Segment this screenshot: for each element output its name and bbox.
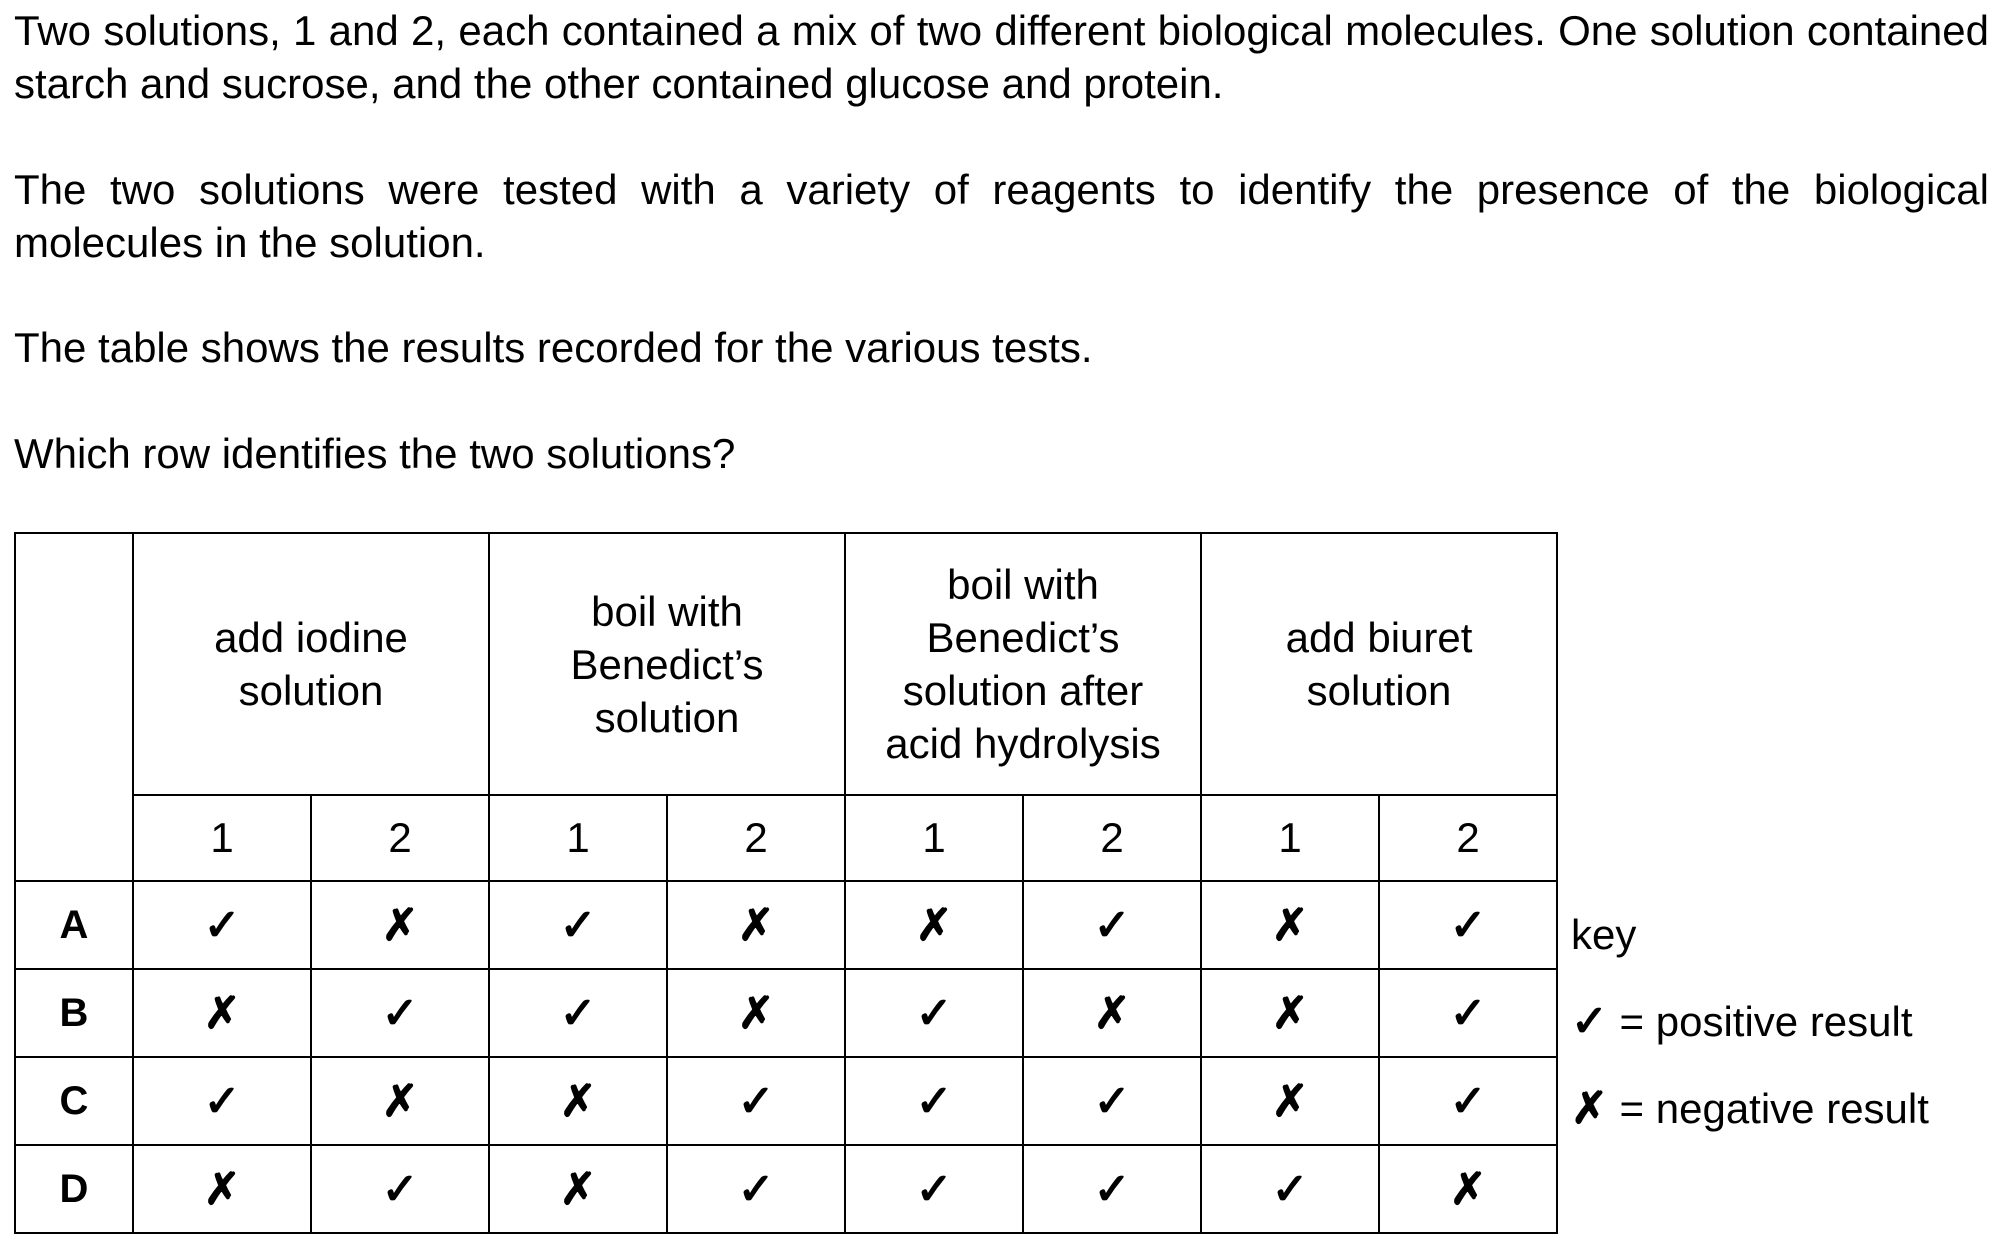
solution-number: 2: [1023, 795, 1201, 881]
table-row-b: [15, 969, 1557, 1057]
header-iodine: [133, 533, 489, 795]
solution-number: 2: [667, 795, 845, 881]
result-mark: ✗: [845, 881, 1023, 969]
table-row-d: [15, 1145, 1557, 1233]
row-letter: B: [15, 969, 133, 1057]
result-mark: ✓: [845, 1057, 1023, 1145]
result-mark: ✓: [1201, 1145, 1379, 1233]
header-benedicts: [489, 533, 845, 795]
question-paragraph-1: Two solutions, 1 and 2, each contained a mix of two different biological molecules. One solution contained starch and sucrose, and the other contained glucose and protein.: [14, 7, 1989, 107]
solution-number: 2: [1379, 795, 1557, 881]
key-title: key: [1571, 911, 1637, 958]
results-table: [14, 532, 1558, 1234]
result-mark: ✓: [489, 969, 667, 1057]
row-letter: D: [15, 1145, 133, 1233]
result-mark: ✓: [311, 1145, 489, 1233]
question-paragraph-3: The table shows the results recorded for the various tests.: [14, 324, 1093, 371]
corner-cell: [15, 533, 133, 881]
result-mark: ✗: [667, 881, 845, 969]
result-mark: ✓: [1023, 1145, 1201, 1233]
result-mark: ✗: [489, 1145, 667, 1233]
result-mark: ✗: [133, 1145, 311, 1233]
solution-number: 2: [311, 795, 489, 881]
result-mark: ✓: [1023, 881, 1201, 969]
result-mark: ✓: [845, 1145, 1023, 1233]
row-letter: A: [15, 881, 133, 969]
result-mark: ✗: [489, 1057, 667, 1145]
result-mark: ✓: [1379, 969, 1557, 1057]
result-mark: ✓: [667, 1057, 845, 1145]
result-mark: ✗: [1379, 1145, 1557, 1233]
check-icon: ✓: [1571, 997, 1608, 1046]
header-benedicts-hydrolysis-label: boil with Benedict’s solution after acid hydrolysis: [885, 561, 1161, 767]
key-positive-label: = positive result: [1607, 998, 1913, 1045]
solution-number: 1: [1201, 795, 1379, 881]
question-prompt: Which row identifies the two solutions?: [14, 430, 736, 477]
table-row-a: [15, 881, 1557, 969]
table-row-c: [15, 1057, 1557, 1145]
result-mark: ✓: [845, 969, 1023, 1057]
header-iodine-label: add iodine solution: [214, 614, 408, 714]
result-mark: ✗: [1201, 881, 1379, 969]
result-mark: ✗: [133, 969, 311, 1057]
result-mark: ✓: [1379, 881, 1557, 969]
result-mark: ✓: [1379, 1057, 1557, 1145]
result-mark: ✗: [311, 1057, 489, 1145]
header-benedicts-label: boil with Benedict’s solution: [570, 587, 764, 741]
result-mark: ✗: [1023, 969, 1201, 1057]
test-header-row: [15, 533, 1557, 795]
header-biuret-label: add biuret solution: [1285, 614, 1473, 714]
result-mark: ✓: [1023, 1057, 1201, 1145]
row-letter: C: [15, 1057, 133, 1145]
result-mark: ✓: [133, 881, 311, 969]
solution-number: 1: [489, 795, 667, 881]
solution-number: 1: [133, 795, 311, 881]
result-mark: ✗: [667, 969, 845, 1057]
question-paragraph-2: The two solutions were tested with a variety of reagents to identify the presence of the biological molecules in the solution.: [14, 166, 1989, 266]
solution-number-row: [15, 795, 1557, 881]
key-negative-label: = negative result: [1607, 1085, 1929, 1132]
result-mark: ✓: [667, 1145, 845, 1233]
header-biuret: [1201, 533, 1557, 795]
result-mark: ✗: [311, 881, 489, 969]
key-negative: [1571, 1084, 1929, 1134]
cross-icon: ✗: [1571, 1084, 1608, 1133]
result-mark: ✓: [489, 881, 667, 969]
key-positive: [1571, 997, 1913, 1047]
result-mark: ✗: [1201, 969, 1379, 1057]
result-mark: ✗: [1201, 1057, 1379, 1145]
result-mark: ✓: [133, 1057, 311, 1145]
solution-number: 1: [845, 795, 1023, 881]
header-benedicts-hydrolysis: [845, 533, 1201, 795]
result-mark: ✓: [311, 969, 489, 1057]
